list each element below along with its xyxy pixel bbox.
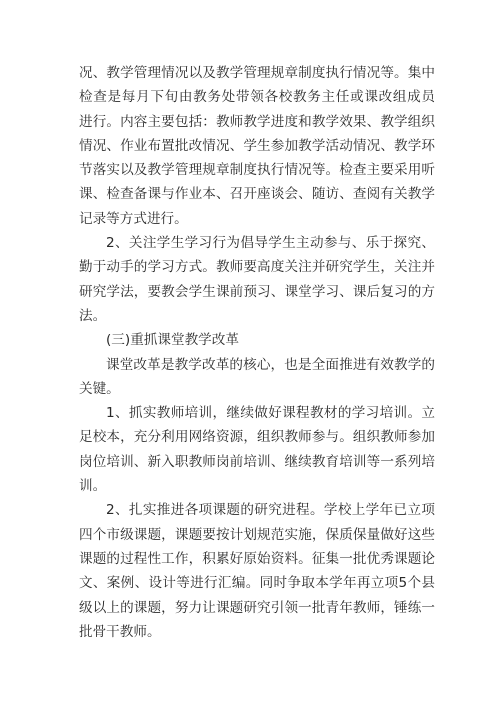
text-line: 情况、作业布置批改情况、学生参加教学活动情况、教学环: [79, 137, 435, 154]
paragraph-student-learning: [79, 231, 435, 328]
text-line: 2、扎实推进各项课题的研究进程。学校上学年已立项: [106, 502, 435, 519]
text-line: 研究学法，要教会学生课前预习、课堂学习、课后复习的方: [79, 283, 435, 300]
text-line: 文、案例、设计等进行汇编。同时争取本学年再立项5个县: [79, 575, 435, 592]
text-line: 检查是每月下旬由教务处带领各校教务主任或课改组成员: [79, 89, 435, 106]
text-line: 训。: [79, 478, 107, 495]
text-line: 岗位培训、新入职教师岗前培训、继续教育培训等一系列培: [79, 453, 435, 470]
text-line: 课题的过程性工作，积累好原始资料。征集一批优秀课题论: [79, 550, 435, 567]
text-line: 课堂改革是教学改革的核心，也是全面推进有效教学的: [106, 356, 435, 373]
text-line: 关键。: [79, 380, 120, 397]
paragraph-research-projects: [79, 498, 435, 644]
paragraph-classroom-reform: [79, 353, 435, 402]
text-line: 勤于动手的学习方式。教师要高度关注并研究学生，关注并: [79, 259, 435, 276]
text-line: 2、关注学生学习行为倡导学生主动参与、乐于探究、: [106, 235, 435, 252]
text-line: 课、检查备课与作业本、召开座谈会、随访、查阅有关教学: [79, 186, 435, 203]
text-line: 四个市级课题，课题要按计划规范实施，保质保量做好这些: [79, 526, 435, 543]
paragraph-inspection: [79, 61, 435, 231]
text-line: 记录等方式进行。: [79, 210, 188, 227]
text-line: 级以上的课题，努力让课题研究引领一批青年教师，锤练一: [79, 599, 435, 616]
text-line: 况、教学管理情况以及教学管理规章制度执行情况等。集中: [79, 65, 435, 81]
heading-text: (三)重抓课堂教学改革: [106, 332, 239, 349]
document-body: [79, 61, 435, 644]
text-line: 法。: [79, 307, 107, 324]
text-line: 1、抓实教师培训，继续做好课程教材的学习培训。立: [106, 405, 435, 422]
text-line: 进行。内容主要包括：教师教学进度和教学效果、教学组织: [79, 113, 435, 130]
section-heading: [79, 328, 435, 352]
paragraph-teacher-training: [79, 401, 435, 498]
text-line: 批骨干教师。: [79, 623, 161, 640]
text-line: 节落实以及教学管理规章制度执行情况等。检查主要采用听: [79, 162, 435, 179]
text-line: 足校本，充分利用网络资源，组织教师参与。组织教师参加: [79, 429, 435, 446]
